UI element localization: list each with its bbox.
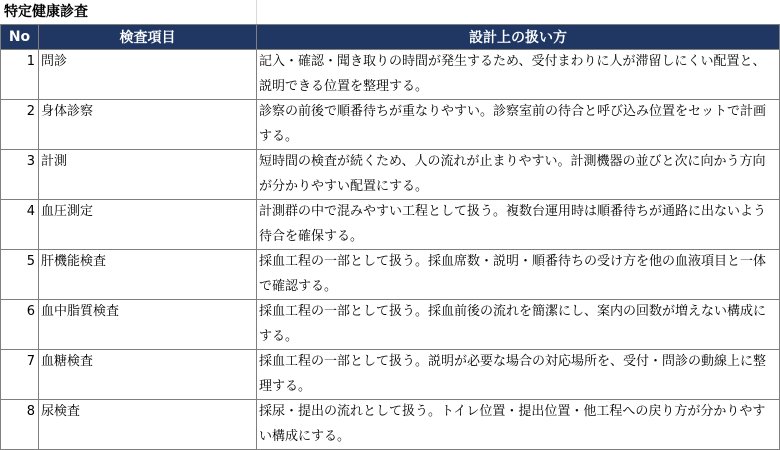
gridline (256, 0, 257, 24)
cell-desc[interactable]: 採尿・提出の流れとして扱う。トイレ位置・提出位置・他工程への戻り方が分かりやすい構成にする。 (257, 400, 780, 450)
cell-desc[interactable]: 採血工程の一部として扱う。説明が必要な場合の対応場所を、受付・問診の動線上に整理する。 (257, 350, 780, 400)
cell-no[interactable]: 5 (1, 250, 39, 300)
cell-no[interactable]: 1 (1, 50, 39, 100)
cell-item[interactable]: 肝機能検査 (39, 250, 257, 300)
cell-no[interactable]: 7 (1, 350, 39, 400)
cell-item[interactable]: 血圧測定 (39, 200, 257, 250)
cell-item[interactable]: 計測 (39, 150, 257, 200)
table-row (1, 400, 780, 450)
header-row (1, 25, 780, 50)
cell-no[interactable]: 6 (1, 300, 39, 350)
cell-item[interactable]: 問診 (39, 50, 257, 100)
table-row (1, 200, 780, 250)
cell-no[interactable]: 3 (1, 150, 39, 200)
title-row (0, 0, 780, 25)
table-row (1, 350, 780, 400)
cell-desc[interactable]: 計測群の中で混みやすい工程として扱う。複数台運用時は順番待ちが通路に出ないよう待合を確保する。 (257, 200, 780, 250)
exam-table (0, 24, 780, 450)
table-row (1, 100, 780, 150)
cell-item[interactable]: 血糖検査 (39, 350, 257, 400)
table-row (1, 50, 780, 100)
cell-desc[interactable]: 採血工程の一部として扱う。採血席数・説明・順番待ちの受け方を他の血液項目と一体で確認する。 (257, 250, 780, 300)
cell-no[interactable]: 8 (1, 400, 39, 450)
cell-desc[interactable]: 採血工程の一部として扱う。採血前後の流れを簡潔にし、案内の回数が増えない構成にする。 (257, 300, 780, 350)
cell-no[interactable]: 4 (1, 200, 39, 250)
table-row (1, 150, 780, 200)
sheet-title[interactable]: 特定健康診査 (4, 4, 88, 20)
cell-item[interactable]: 尿検査 (39, 400, 257, 450)
header-no[interactable]: No (1, 25, 39, 50)
cell-desc[interactable]: 診察の前後で順番待ちが重なりやすい。診察室前の待合と呼び込み位置をセットで計画する。 (257, 100, 780, 150)
cell-desc[interactable]: 記入・確認・聞き取りの時間が発生するため、受付まわりに人が滞留しにくい配置と、説明できる位置を整理する。 (257, 50, 780, 100)
cell-item[interactable]: 血中脂質検査 (39, 300, 257, 350)
cell-item[interactable]: 身体診察 (39, 100, 257, 150)
table-row (1, 300, 780, 350)
header-item[interactable]: 検査項目 (39, 25, 257, 50)
table-row (1, 250, 780, 300)
cell-desc[interactable]: 短時間の検査が続くため、人の流れが止まりやすい。計測機器の並びと次に向かう方向が分かりやすい配置にする。 (257, 150, 780, 200)
cell-no[interactable]: 2 (1, 100, 39, 150)
header-desc[interactable]: 設計上の扱い方 (257, 25, 780, 50)
